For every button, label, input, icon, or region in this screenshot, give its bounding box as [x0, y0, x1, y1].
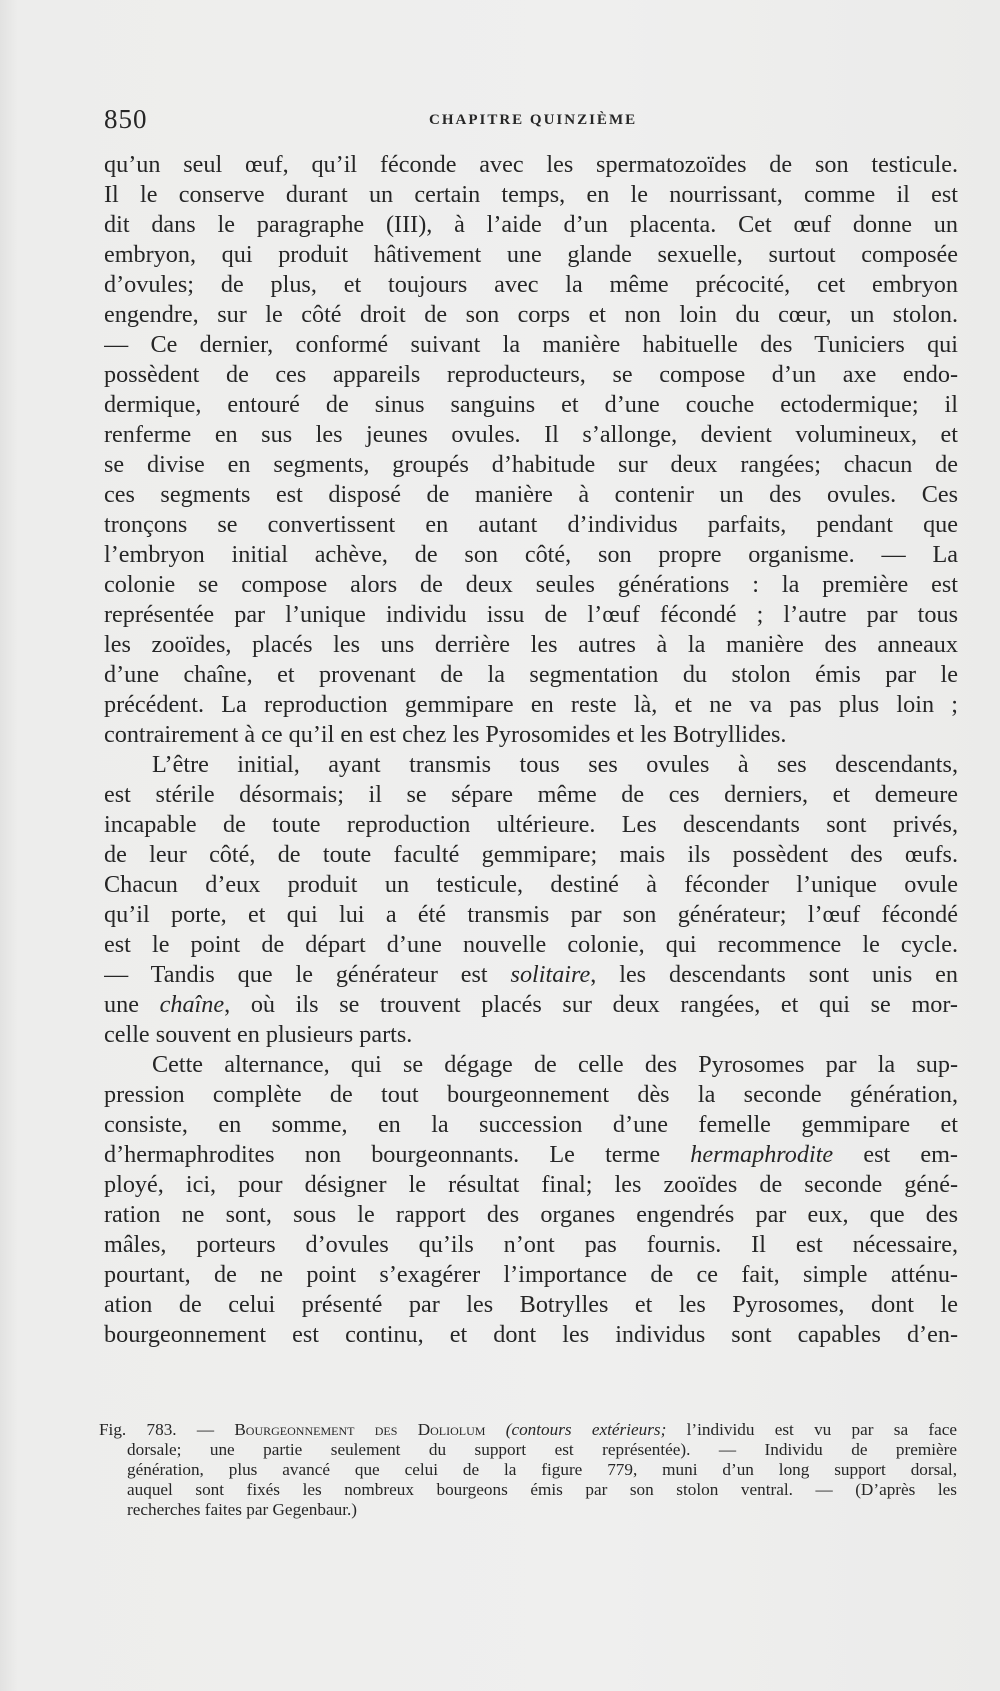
- text-run: est em-: [833, 1141, 958, 1168]
- page-header: [104, 104, 932, 138]
- text-line: l’embryon initial achève, de son côté, son propre organisme. — La: [104, 541, 958, 568]
- text-line: bourgeonnement est continu, et dont les individus sont capables d’en-: [104, 1321, 958, 1348]
- running-head: CHAPITRE QUINZIÈME: [429, 112, 638, 128]
- text-run: une: [104, 991, 160, 1018]
- text-line: Cette alternance, qui se dégage de celle des Pyrosomes par la sup-: [152, 1051, 958, 1078]
- caption-fig-title: Bourgeonnement des Doliolum: [234, 1420, 486, 1439]
- text-line: ployé, ici, pour désigner le résultat final; les zooïdes de seconde géné-: [104, 1171, 958, 1198]
- caption-line: recherches faites par Gegenbaur.): [127, 1500, 357, 1519]
- caption-line: [99, 1420, 957, 1440]
- text-line: ces segments est disposé de manière à contenir un des ovules. Ces: [104, 481, 958, 508]
- text-run: , les descendants sont unis en: [590, 961, 958, 988]
- figure-caption: [99, 1420, 957, 1520]
- text-line: Il le conserve durant un certain temps, en le nourrissant, comme il est: [104, 181, 958, 208]
- text-line: Chacun d’eux produit un testicule, destiné à féconder l’unique ovule: [104, 871, 958, 898]
- text-line: contrairement à ce qu’il en est chez les Pyrosomides et les Botryllides.: [104, 721, 787, 748]
- text-line: renferme en sus les jeunes ovules. Il s’allonge, devient volumineux, et: [104, 421, 958, 448]
- text-line: engendre, sur le côté droit de son corps et non loin du cœur, un stolon.: [104, 301, 958, 328]
- text-line: incapable de toute reproduction ultérieure. Les descendants sont privés,: [104, 811, 958, 838]
- text-line: [104, 960, 958, 990]
- caption-line1-rest: l’individu est vu par sa face: [666, 1420, 957, 1439]
- text-line: celle souvent en plusieurs parts.: [104, 1021, 413, 1048]
- italic-term: solitaire: [510, 961, 591, 988]
- caption-line: auquel sont fixés les nombreux bourgeons émis par son stolon ventral. — (D’après les: [127, 1480, 957, 1499]
- text-run: , où ils se trouvent placés sur deux rangées, et qui se mor-: [224, 991, 958, 1018]
- text-line: tronçons se convertissent en autant d’individus parfaits, pendant que: [104, 511, 958, 538]
- text-line: possèdent de ces appareils reproducteurs, se compose d’un axe endo-: [104, 361, 958, 388]
- text-line: d’une chaîne, et provenant de la segmentation du stolon émis par le: [104, 661, 958, 688]
- caption-italic: (contours extérieurs;: [505, 1420, 667, 1439]
- text-line: mâles, porteurs d’ovules qu’ils n’ont pas fournis. Il est nécessaire,: [104, 1231, 958, 1258]
- text-line: d’ovules; de plus, et toujours avec la même précocité, cet embryon: [104, 271, 958, 298]
- text-line: ration ne sont, sous le rapport des organes engendrés par eux, que des: [104, 1201, 958, 1228]
- text-line: dit dans le paragraphe (III), à l’aide d’un placenta. Cet œuf donne un: [104, 211, 958, 238]
- body-text: [104, 150, 958, 1350]
- text-line: — Ce dernier, conformé suivant la manière habituelle des Tuniciers qui: [104, 331, 958, 358]
- text-line: pourtant, de ne point s’exagérer l’importance de ce fait, simple atténu-: [104, 1261, 958, 1288]
- text-line: [104, 1140, 958, 1170]
- italic-term: chaîne: [159, 991, 225, 1018]
- text-line: précédent. La reproduction gemmipare en reste là, et ne va pas plus loin ;: [104, 691, 958, 718]
- caption-fig-label: Fig. 783. —: [99, 1420, 235, 1439]
- text-line: dermique, entouré de sinus sanguins et d’une couche ectodermique; il: [104, 391, 958, 418]
- text-run: d’hermaphrodites non bourgeonnants. Le terme: [104, 1141, 691, 1168]
- page-number: 850: [104, 104, 148, 134]
- text-line: est stérile désormais; il se sépare même de ces derniers, et demeure: [104, 781, 958, 808]
- caption-line: dorsale; une partie seulement du support est représentée). — Individu de première: [127, 1440, 957, 1459]
- text-line: colonie se compose alors de deux seules générations : la première est: [104, 571, 958, 598]
- text-line: qu’il porte, et qui lui a été transmis par son générateur; l’œuf fécondé: [104, 901, 958, 928]
- text-line: de leur côté, de toute faculté gemmipare; mais ils possèdent des œufs.: [104, 841, 958, 868]
- text-line: est le point de départ d’une nouvelle colonie, qui recommence le cycle.: [104, 931, 958, 958]
- text-run: — Tandis que le générateur est: [104, 961, 511, 988]
- text-line: ation de celui présenté par les Botrylles et les Pyrosomes, dont le: [104, 1291, 958, 1318]
- caption-line: génération, plus avancé que celui de la figure 779, muni d’un long support dorsal,: [127, 1460, 957, 1479]
- text-line: pression complète de tout bourgeonnement dès la seconde génération,: [104, 1081, 958, 1108]
- text-line: L’être initial, ayant transmis tous ses ovules à ses descendants,: [152, 751, 958, 778]
- text-line: se divise en segments, groupés d’habitude sur deux rangées; chacun de: [104, 451, 958, 478]
- text-line: représentée par l’unique individu issu de l’œuf fécondé ; l’autre par tous: [104, 601, 958, 628]
- text-line: consiste, en somme, en la succession d’une femelle gemmipare et: [104, 1111, 958, 1138]
- text-line: embryon, qui produit hâtivement une glande sexuelle, surtout composée: [104, 241, 958, 268]
- text-line: les zooïdes, placés les uns derrière les autres à la manière des anneaux: [104, 631, 958, 658]
- italic-term: hermaphrodite: [690, 1141, 834, 1168]
- text-line: [104, 990, 958, 1020]
- text-line: qu’un seul œuf, qu’il féconde avec les spermatozoïdes de son testicule.: [104, 151, 958, 178]
